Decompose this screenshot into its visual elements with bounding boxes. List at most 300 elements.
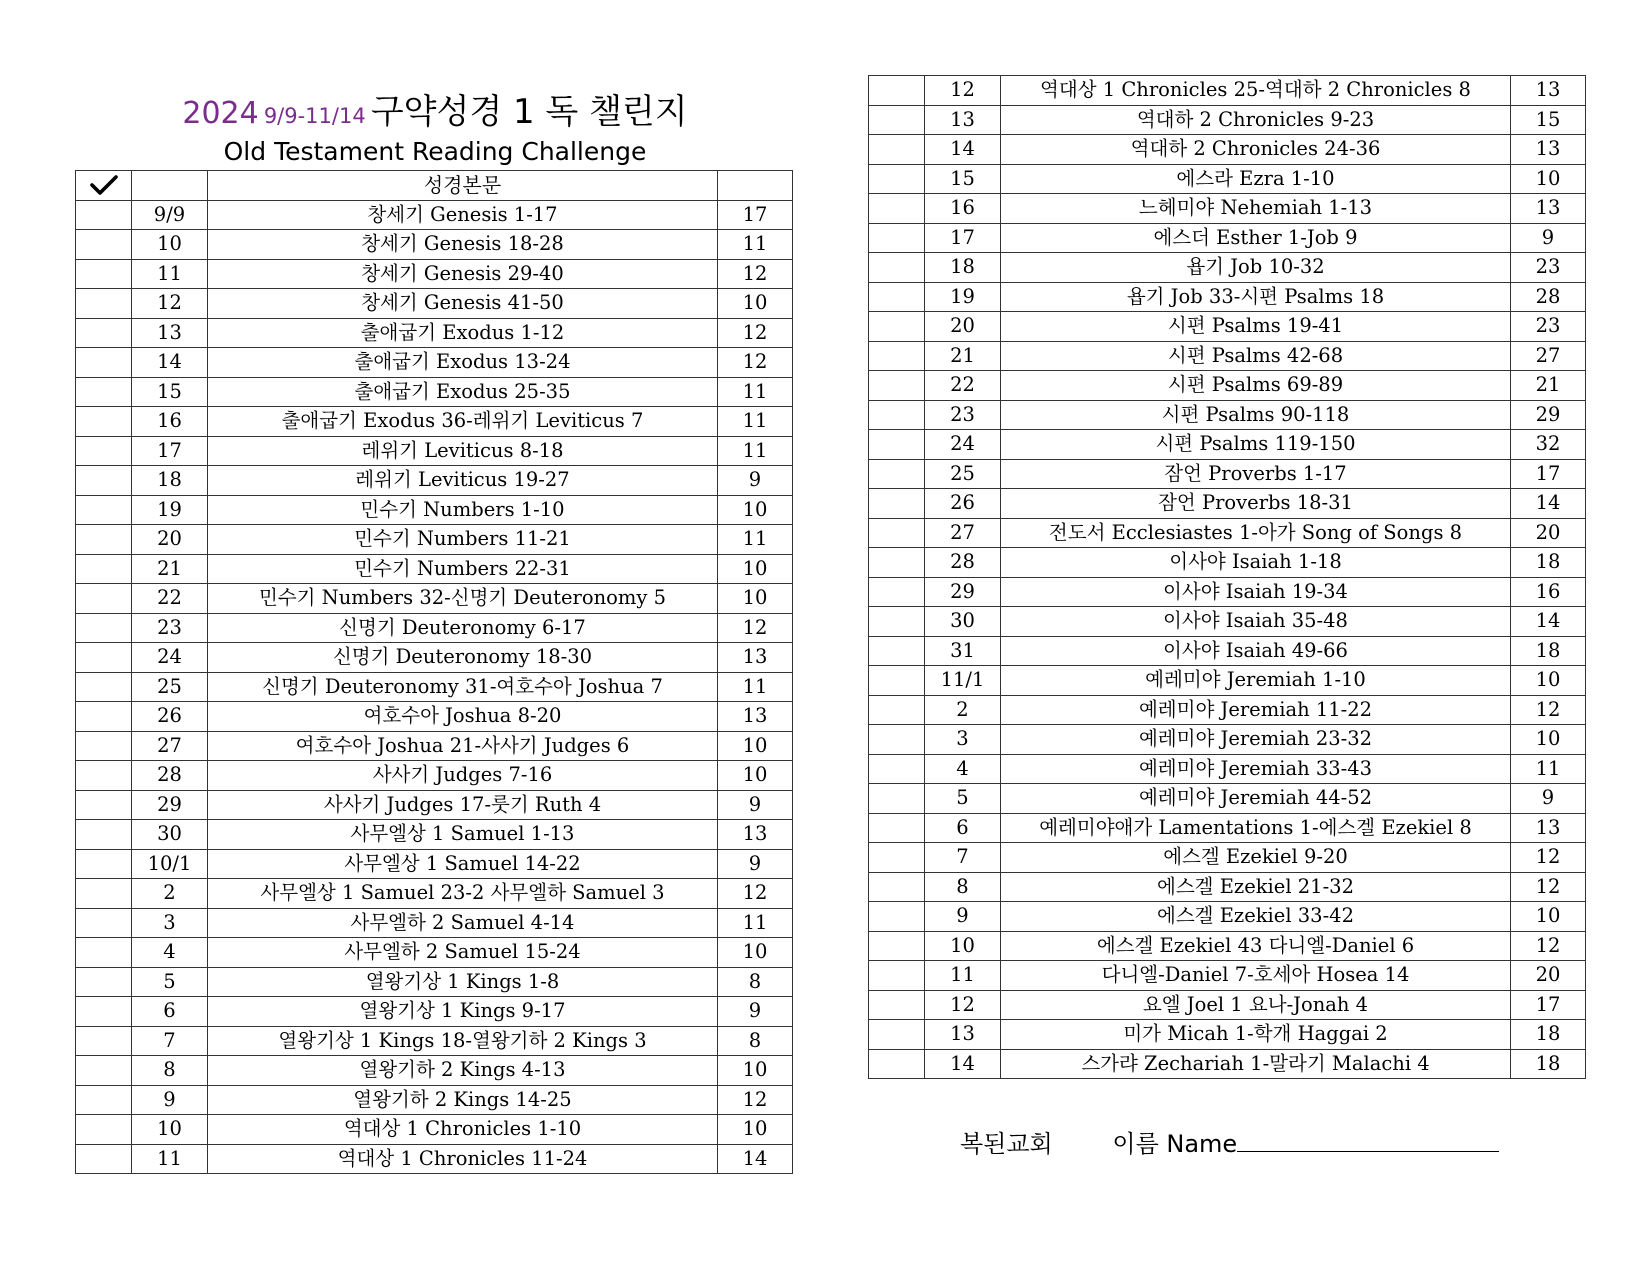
checkbox-cell[interactable] — [869, 341, 925, 371]
day-cell: 11 — [132, 259, 208, 289]
checkbox-cell[interactable] — [869, 253, 925, 283]
day-cell: 15 — [132, 377, 208, 407]
day-cell: 11/1 — [925, 666, 1001, 696]
chapters-cell: 9 — [718, 997, 793, 1027]
passage-cell: 출애굽기 Exodus 13-24 — [208, 348, 718, 378]
page-title — [75, 84, 795, 133]
checkbox-cell[interactable] — [869, 961, 925, 991]
checkbox-cell[interactable] — [869, 990, 925, 1020]
table-row — [76, 1144, 793, 1174]
passage-cell: 열왕기상 1 Kings 1-8 — [208, 967, 718, 997]
chapters-cell: 18 — [1511, 636, 1586, 666]
chapters-cell: 10 — [718, 731, 793, 761]
chapters-cell: 9 — [718, 466, 793, 496]
chapters-cell: 12 — [718, 259, 793, 289]
chapters-cell: 21 — [1511, 371, 1586, 401]
passage-cell: 전도서 Ecclesiastes 1-아가 Song of Songs 8 — [1001, 518, 1511, 548]
day-cell: 25 — [925, 459, 1001, 489]
checkbox-cell[interactable] — [869, 784, 925, 814]
passage-cell: 미가 Micah 1-학개 Haggai 2 — [1001, 1020, 1511, 1050]
table-row — [869, 164, 1586, 194]
day-cell: 13 — [132, 318, 208, 348]
chapters-cell: 11 — [718, 407, 793, 437]
chapters-cell: 32 — [1511, 430, 1586, 460]
passage-cell: 사사기 Judges 17-룻기 Ruth 4 — [208, 790, 718, 820]
checkbox-cell[interactable] — [869, 312, 925, 342]
passage-cell: 열왕기상 1 Kings 18-열왕기하 2 Kings 3 — [208, 1026, 718, 1056]
passage-cell: 시편 Psalms 19-41 — [1001, 312, 1511, 342]
chapters-cell: 14 — [718, 1144, 793, 1174]
passage-cell: 예레미야 Jeremiah 44-52 — [1001, 784, 1511, 814]
name-label: 이름 Name — [1112, 1130, 1238, 1158]
chapters-cell: 23 — [1511, 253, 1586, 283]
passage-cell: 요엘 Joel 1 요나-Jonah 4 — [1001, 990, 1511, 1020]
day-header-cell — [132, 171, 208, 201]
checkbox-cell[interactable] — [869, 607, 925, 637]
day-cell: 21 — [925, 341, 1001, 371]
chapters-cell: 11 — [718, 908, 793, 938]
chapters-cell: 11 — [718, 377, 793, 407]
checkbox-cell[interactable] — [869, 843, 925, 873]
title-year: 2024 — [182, 96, 259, 131]
passage-cell: 예레미야 Jeremiah 33-43 — [1001, 754, 1511, 784]
table-row — [76, 702, 793, 732]
table-row — [869, 459, 1586, 489]
day-cell: 27 — [132, 731, 208, 761]
table-row — [76, 584, 793, 614]
passage-cell: 출애굽기 Exodus 1-12 — [208, 318, 718, 348]
checkbox-cell[interactable] — [76, 584, 132, 614]
checkbox-cell[interactable] — [76, 967, 132, 997]
checkbox-cell[interactable] — [76, 436, 132, 466]
footer — [960, 1124, 1499, 1159]
passage-cell: 에스라 Ezra 1-10 — [1001, 164, 1511, 194]
checkbox-cell[interactable] — [76, 407, 132, 437]
checkbox-cell[interactable] — [76, 318, 132, 348]
passage-cell: 레위기 Leviticus 19-27 — [208, 466, 718, 496]
chapters-cell: 20 — [1511, 961, 1586, 991]
chapters-cell: 12 — [1511, 843, 1586, 873]
table-row — [869, 194, 1586, 224]
passage-cell: 에스겔 Ezekiel 43 다니엘-Daniel 6 — [1001, 931, 1511, 961]
table-row — [76, 495, 793, 525]
chapters-cell: 10 — [718, 1056, 793, 1086]
table-row — [869, 961, 1586, 991]
checkbox-cell[interactable] — [76, 466, 132, 496]
chapters-cell: 12 — [718, 1085, 793, 1115]
table-row — [76, 613, 793, 643]
checkbox-cell[interactable] — [76, 200, 132, 230]
chapters-cell: 10 — [718, 761, 793, 791]
table-row — [869, 341, 1586, 371]
chapters-cell: 13 — [1511, 76, 1586, 106]
table-row — [76, 820, 793, 850]
chapters-cell: 13 — [1511, 194, 1586, 224]
table-row — [76, 200, 793, 230]
passage-cell: 출애굽기 Exodus 25-35 — [208, 377, 718, 407]
checkbox-cell[interactable] — [76, 849, 132, 879]
chapters-cell: 12 — [718, 318, 793, 348]
chapters-cell: 8 — [718, 1026, 793, 1056]
day-cell: 4 — [132, 938, 208, 968]
table-row — [76, 938, 793, 968]
chapters-header-cell — [718, 171, 793, 201]
table-row — [76, 672, 793, 702]
day-cell: 14 — [132, 348, 208, 378]
checkbox-cell[interactable] — [869, 725, 925, 755]
day-cell: 14 — [925, 135, 1001, 165]
checkbox-cell[interactable] — [869, 902, 925, 932]
day-cell: 24 — [132, 643, 208, 673]
passage-cell: 에스더 Esther 1-Job 9 — [1001, 223, 1511, 253]
checkbox-cell[interactable] — [76, 879, 132, 909]
table-row — [869, 312, 1586, 342]
day-cell: 22 — [925, 371, 1001, 401]
day-cell: 26 — [925, 489, 1001, 519]
checkbox-cell[interactable] — [76, 761, 132, 791]
checkbox-cell[interactable] — [869, 76, 925, 106]
checkbox-cell[interactable] — [76, 672, 132, 702]
passage-cell: 역대상 1 Chronicles 1-10 — [208, 1115, 718, 1145]
passage-cell: 시편 Psalms 90-118 — [1001, 400, 1511, 430]
passage-cell: 출애굽기 Exodus 36-레위기 Leviticus 7 — [208, 407, 718, 437]
checkbox-cell[interactable] — [76, 289, 132, 319]
day-cell: 12 — [925, 76, 1001, 106]
passage-cell: 에스겔 Ezekiel 21-32 — [1001, 872, 1511, 902]
table-row — [869, 725, 1586, 755]
day-cell: 7 — [925, 843, 1001, 873]
checkbox-cell[interactable] — [869, 430, 925, 460]
checkbox-cell[interactable] — [869, 459, 925, 489]
chapters-cell: 10 — [718, 938, 793, 968]
checkbox-cell[interactable] — [76, 1026, 132, 1056]
reading-plan-table-right — [868, 75, 1586, 1079]
table-row — [76, 849, 793, 879]
table-row — [76, 790, 793, 820]
table-row — [76, 997, 793, 1027]
chapters-cell: 10 — [718, 495, 793, 525]
table-row — [869, 371, 1586, 401]
passage-cell: 느헤미야 Nehemiah 1-13 — [1001, 194, 1511, 224]
table-row — [76, 230, 793, 260]
day-cell: 26 — [132, 702, 208, 732]
day-cell: 28 — [132, 761, 208, 791]
checkbox-cell[interactable] — [76, 643, 132, 673]
checkbox-cell[interactable] — [869, 371, 925, 401]
day-cell: 9/9 — [132, 200, 208, 230]
chapters-cell: 12 — [718, 613, 793, 643]
checkbox-cell[interactable] — [869, 194, 925, 224]
checkbox-cell[interactable] — [76, 702, 132, 732]
chapters-cell: 28 — [1511, 282, 1586, 312]
passage-cell: 잠언 Proverbs 1-17 — [1001, 459, 1511, 489]
passage-header-cell: 성경본문 — [208, 171, 718, 201]
day-cell: 17 — [925, 223, 1001, 253]
chapters-cell: 18 — [1511, 548, 1586, 578]
day-cell: 4 — [925, 754, 1001, 784]
title-dates: 9/9-11/14 — [263, 104, 366, 128]
day-cell: 3 — [132, 908, 208, 938]
table-row — [869, 282, 1586, 312]
day-cell: 19 — [925, 282, 1001, 312]
checkbox-cell[interactable] — [869, 489, 925, 519]
checkbox-cell[interactable] — [869, 105, 925, 135]
day-cell: 22 — [132, 584, 208, 614]
chapters-cell: 10 — [1511, 902, 1586, 932]
day-cell: 7 — [132, 1026, 208, 1056]
chapters-cell: 12 — [1511, 931, 1586, 961]
table-row — [869, 843, 1586, 873]
table-row — [76, 466, 793, 496]
table-row — [869, 76, 1586, 106]
table-row — [76, 289, 793, 319]
passage-cell: 스가랴 Zechariah 1-말라기 Malachi 4 — [1001, 1049, 1511, 1079]
chapters-cell: 13 — [1511, 135, 1586, 165]
passage-cell: 민수기 Numbers 1-10 — [208, 495, 718, 525]
checkbox-cell[interactable] — [869, 636, 925, 666]
chapters-cell: 27 — [1511, 341, 1586, 371]
checkbox-cell[interactable] — [76, 908, 132, 938]
table-row — [869, 135, 1586, 165]
day-cell: 29 — [925, 577, 1001, 607]
table-row — [76, 377, 793, 407]
day-cell: 31 — [925, 636, 1001, 666]
checkbox-cell[interactable] — [869, 1020, 925, 1050]
checkbox-cell[interactable] — [76, 997, 132, 1027]
checkbox-cell[interactable] — [76, 1056, 132, 1086]
passage-cell: 예레미야 Jeremiah 11-22 — [1001, 695, 1511, 725]
table-row — [869, 430, 1586, 460]
passage-cell: 에스겔 Ezekiel 33-42 — [1001, 902, 1511, 932]
table-row — [869, 636, 1586, 666]
checkbox-cell[interactable] — [869, 1049, 925, 1079]
passage-cell: 이사야 Isaiah 49-66 — [1001, 636, 1511, 666]
checkbox-cell[interactable] — [76, 938, 132, 968]
table-row — [76, 436, 793, 466]
passage-cell: 사무엘상 1 Samuel 1-13 — [208, 820, 718, 850]
day-cell: 10/1 — [132, 849, 208, 879]
chapters-cell: 14 — [1511, 489, 1586, 519]
day-cell: 14 — [925, 1049, 1001, 1079]
table-row — [76, 259, 793, 289]
chapters-cell: 9 — [718, 849, 793, 879]
check-icon — [89, 174, 119, 196]
chapters-cell: 15 — [1511, 105, 1586, 135]
table-row — [76, 761, 793, 791]
chapters-cell: 8 — [718, 967, 793, 997]
table-row — [76, 1056, 793, 1086]
checkbox-cell[interactable] — [869, 400, 925, 430]
day-cell: 27 — [925, 518, 1001, 548]
day-cell: 8 — [132, 1056, 208, 1086]
chapters-cell: 12 — [718, 348, 793, 378]
chapters-cell: 12 — [1511, 695, 1586, 725]
day-cell: 23 — [132, 613, 208, 643]
passage-cell: 사무엘하 2 Samuel 4-14 — [208, 908, 718, 938]
day-cell: 9 — [132, 1085, 208, 1115]
chapters-cell: 11 — [718, 672, 793, 702]
table-row — [76, 643, 793, 673]
table-row — [76, 908, 793, 938]
table-row — [76, 879, 793, 909]
chapters-cell: 10 — [1511, 725, 1586, 755]
table-row — [869, 548, 1586, 578]
table-row — [76, 407, 793, 437]
chapters-cell: 9 — [718, 790, 793, 820]
passage-cell: 역대상 1 Chronicles 11-24 — [208, 1144, 718, 1174]
table-row — [869, 1020, 1586, 1050]
passage-cell: 잠언 Proverbs 18-31 — [1001, 489, 1511, 519]
chapters-cell: 10 — [718, 554, 793, 584]
checkbox-cell[interactable] — [76, 1115, 132, 1145]
passage-cell: 사무엘하 2 Samuel 15-24 — [208, 938, 718, 968]
table-row — [869, 872, 1586, 902]
passage-cell: 시편 Psalms 69-89 — [1001, 371, 1511, 401]
name-input-line[interactable] — [1237, 1129, 1499, 1152]
passage-cell: 욥기 Job 33-시편 Psalms 18 — [1001, 282, 1511, 312]
day-cell: 10 — [132, 230, 208, 260]
table-row — [76, 554, 793, 584]
chapters-cell: 13 — [1511, 813, 1586, 843]
checkbox-cell[interactable] — [76, 495, 132, 525]
day-cell: 13 — [925, 105, 1001, 135]
day-cell: 13 — [925, 1020, 1001, 1050]
chapters-cell: 11 — [718, 436, 793, 466]
passage-cell: 민수기 Numbers 22-31 — [208, 554, 718, 584]
table-row — [76, 731, 793, 761]
day-cell: 20 — [925, 312, 1001, 342]
table-row — [869, 666, 1586, 696]
day-cell: 6 — [132, 997, 208, 1027]
checkbox-cell[interactable] — [869, 666, 925, 696]
checkbox-cell[interactable] — [76, 613, 132, 643]
day-cell: 25 — [132, 672, 208, 702]
passage-cell: 이사야 Isaiah 19-34 — [1001, 577, 1511, 607]
passage-cell: 역대상 1 Chronicles 25-역대하 2 Chronicles 8 — [1001, 76, 1511, 106]
chapters-cell: 13 — [718, 702, 793, 732]
day-cell: 12 — [132, 289, 208, 319]
checkbox-cell[interactable] — [76, 820, 132, 850]
checkbox-cell[interactable] — [869, 813, 925, 843]
chapters-cell: 10 — [1511, 164, 1586, 194]
passage-cell: 사사기 Judges 7-16 — [208, 761, 718, 791]
day-cell: 18 — [925, 253, 1001, 283]
table-row — [869, 518, 1586, 548]
passage-cell: 사무엘상 1 Samuel 14-22 — [208, 849, 718, 879]
passage-cell: 시편 Psalms 42-68 — [1001, 341, 1511, 371]
table-row — [869, 695, 1586, 725]
day-cell: 5 — [925, 784, 1001, 814]
passage-cell: 열왕기상 1 Kings 9-17 — [208, 997, 718, 1027]
checkbox-cell[interactable] — [869, 931, 925, 961]
checkbox-cell[interactable] — [76, 377, 132, 407]
checkbox-cell[interactable] — [869, 577, 925, 607]
checkbox-cell[interactable] — [76, 554, 132, 584]
checkbox-cell[interactable] — [869, 282, 925, 312]
checkbox-cell[interactable] — [869, 223, 925, 253]
checkbox-cell[interactable] — [869, 695, 925, 725]
day-cell: 23 — [925, 400, 1001, 430]
day-cell: 5 — [132, 967, 208, 997]
passage-cell: 에스겔 Ezekiel 9-20 — [1001, 843, 1511, 873]
passage-cell: 민수기 Numbers 11-21 — [208, 525, 718, 555]
day-cell: 10 — [132, 1115, 208, 1145]
passage-cell: 신명기 Deuteronomy 18-30 — [208, 643, 718, 673]
table-row — [869, 607, 1586, 637]
check-header-cell — [76, 171, 132, 201]
passage-cell: 민수기 Numbers 32-신명기 Deuteronomy 5 — [208, 584, 718, 614]
chapters-cell: 9 — [1511, 223, 1586, 253]
checkbox-cell[interactable] — [76, 1085, 132, 1115]
checkbox-cell[interactable] — [869, 754, 925, 784]
chapters-cell: 29 — [1511, 400, 1586, 430]
passage-cell: 시편 Psalms 119-150 — [1001, 430, 1511, 460]
checkbox-cell[interactable] — [76, 790, 132, 820]
table-row — [869, 990, 1586, 1020]
church-name: 복된교회 — [960, 1130, 1053, 1158]
day-cell: 15 — [925, 164, 1001, 194]
day-cell: 18 — [132, 466, 208, 496]
chapters-cell: 18 — [1511, 1049, 1586, 1079]
day-cell: 24 — [925, 430, 1001, 460]
day-cell: 29 — [132, 790, 208, 820]
chapters-cell: 12 — [718, 879, 793, 909]
passage-cell: 열왕기하 2 Kings 4-13 — [208, 1056, 718, 1086]
passage-cell: 사무엘상 1 Samuel 23-2 사무엘하 Samuel 3 — [208, 879, 718, 909]
title-main: 구약성경 1 독 챌린지 — [370, 92, 688, 132]
checkbox-cell[interactable] — [76, 259, 132, 289]
day-cell: 30 — [925, 607, 1001, 637]
passage-cell: 여호수아 Joshua 8-20 — [208, 702, 718, 732]
table-row — [76, 525, 793, 555]
day-cell: 3 — [925, 725, 1001, 755]
table-row — [869, 784, 1586, 814]
chapters-cell: 18 — [1511, 1020, 1586, 1050]
checkbox-cell[interactable] — [869, 135, 925, 165]
day-cell: 28 — [925, 548, 1001, 578]
passage-cell: 역대하 2 Chronicles 24-36 — [1001, 135, 1511, 165]
checkbox-cell[interactable] — [76, 348, 132, 378]
page-subtitle: Old Testament Reading Challenge — [223, 137, 647, 166]
checkbox-cell[interactable] — [869, 164, 925, 194]
day-cell: 16 — [132, 407, 208, 437]
day-cell: 9 — [925, 902, 1001, 932]
checkbox-cell[interactable] — [76, 1144, 132, 1174]
passage-cell: 창세기 Genesis 1-17 — [208, 200, 718, 230]
checkbox-cell[interactable] — [869, 872, 925, 902]
day-cell: 19 — [132, 495, 208, 525]
passage-cell: 다니엘-Daniel 7-호세아 Hosea 14 — [1001, 961, 1511, 991]
chapters-cell: 10 — [1511, 666, 1586, 696]
chapters-cell: 11 — [718, 230, 793, 260]
checkbox-cell[interactable] — [76, 525, 132, 555]
passage-cell: 열왕기하 2 Kings 14-25 — [208, 1085, 718, 1115]
checkbox-cell[interactable] — [76, 731, 132, 761]
passage-cell: 창세기 Genesis 41-50 — [208, 289, 718, 319]
day-cell: 11 — [925, 961, 1001, 991]
day-cell: 12 — [925, 990, 1001, 1020]
checkbox-cell[interactable] — [869, 518, 925, 548]
table-row — [76, 318, 793, 348]
day-cell: 10 — [925, 931, 1001, 961]
day-cell: 17 — [132, 436, 208, 466]
passage-cell: 이사야 Isaiah 1-18 — [1001, 548, 1511, 578]
chapters-cell: 16 — [1511, 577, 1586, 607]
checkbox-cell[interactable] — [869, 548, 925, 578]
passage-cell: 창세기 Genesis 29-40 — [208, 259, 718, 289]
chapters-cell: 10 — [718, 584, 793, 614]
checkbox-cell[interactable] — [76, 230, 132, 260]
